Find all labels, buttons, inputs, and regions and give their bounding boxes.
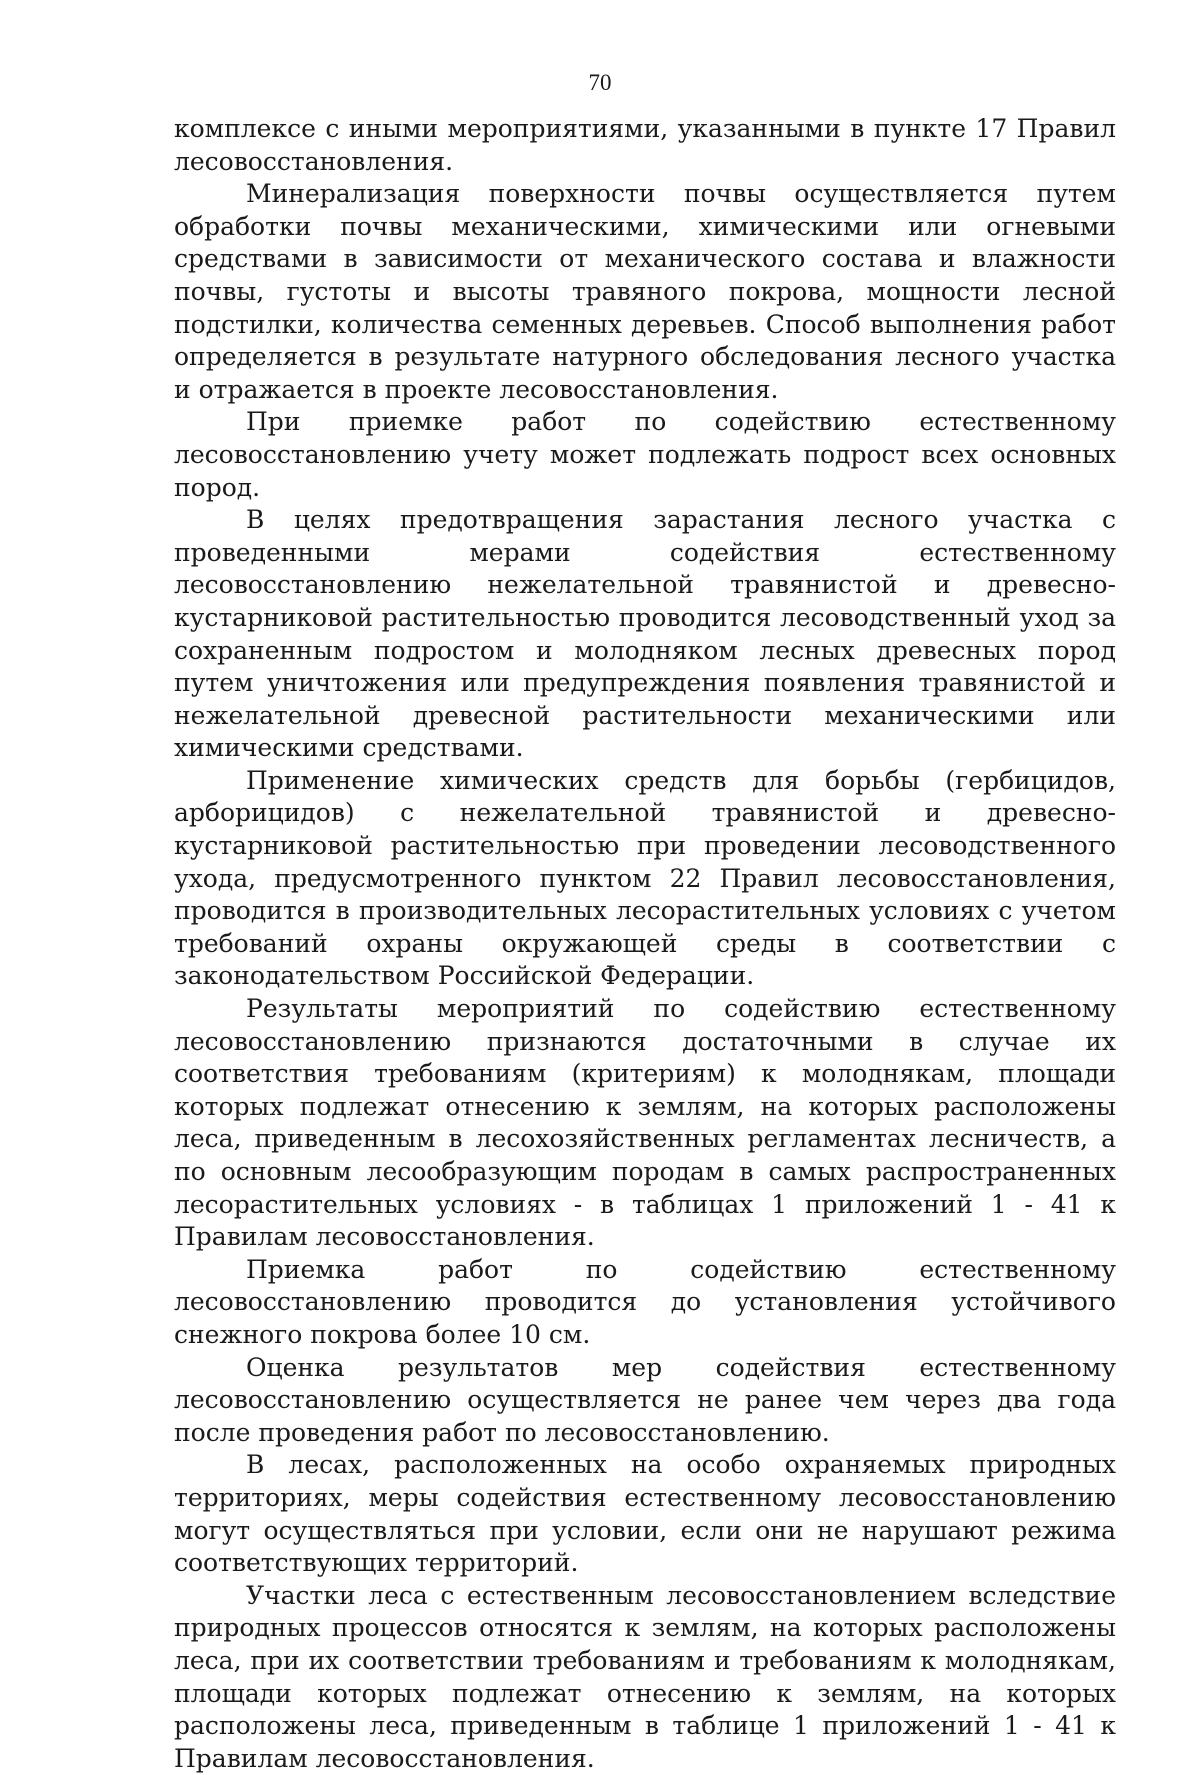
paragraph: Оценка результатов мер содействия естественному лесовосстановлению осуществляется не ранее чем через два года после проведения работ по лесовосстановлению. [174,1352,1116,1447]
paragraph: Применение химических средств для борьбы (гербицидов, арборицидов) с нежелательной травянистой и древесно-кустарниковой растительностью при проведении лесоводственного ухода, предусмотренного пунктом 22 Правил лесовосстановления, проводится в производительных лесорастительных условиях с учетом требований охраны окружающей среды в соответствии с законодательством Российской Федерации. [174,765,1116,991]
paragraph: Приемка работ по содействию естественному лесовосстановлению проводится до установления устойчивого снежного покрова более 10 см. [174,1254,1116,1349]
document-body [174,113,1116,1775]
paragraph: Минерализация поверхности почвы осуществляется путем обработки почвы механическими, химическими или огневыми средствами в зависимости от механического состава и влажности почвы, густоты и высоты травяного покрова, мощности лесной подстилки, количества семенных деревьев. Способ выполнения работ определяется в результате натурного обследования лесного участка и отражается в проекте лесовосстановления. [174,179,1116,404]
paragraph: Участки леса с естественным лесовосстановлением вследствие природных процессов относятся к землям, на которых расположены леса, при их соответствии требованиям и требованиям к молоднякам, площади которых подлежат отнесению к землям, на которых расположены леса, приведенным в таблице 1 приложений 1 - 41 к Правилам лесовосстановления. [174,1580,1116,1773]
paragraph: комплексе с иными мероприятиями, указанными в пункте 17 Правил лесовосстановления. [174,114,1116,176]
paragraph: Результаты мероприятий по содействию естественному лесовосстановлению признаются достаточными в случае их соответствия требованиям (критериям) к молоднякам, площади которых подлежат отнесению к землям, на которых расположены леса, приведенным в лесохозяйственных регламентах лесничеств, а по основным лесообразующим породам в самых распространенных лесорастительных условиях - в таблицах 1 приложений 1 - 41 к Правилам лесовосстановления. [174,994,1116,1252]
paragraph: В лесах, расположенных на особо охраняемых природных территориях, меры содействия естественному лесовосстановлению могут осуществляться при условии, если они не нарушают режима соответствующих территорий. [174,1450,1116,1578]
paragraph: При приемке работ по содействию естественному лесовосстановлению учету может подлежать подрост всех основных пород. [174,407,1116,502]
paragraph: В целях предотвращения зарастания лесного участка с проведенными мерами содействия естественному лесовосстановлению нежелательной травянистой и древесно-кустарниковой растительностью проводится лесоводственный уход за сохраненным подростом и молодняком лесных древесных пород путем уничтожения или предупреждения появления травянистой и нежелательной древесной растительности механическими или химическими средствами. [174,505,1116,763]
page-number: 70 [588,70,612,95]
